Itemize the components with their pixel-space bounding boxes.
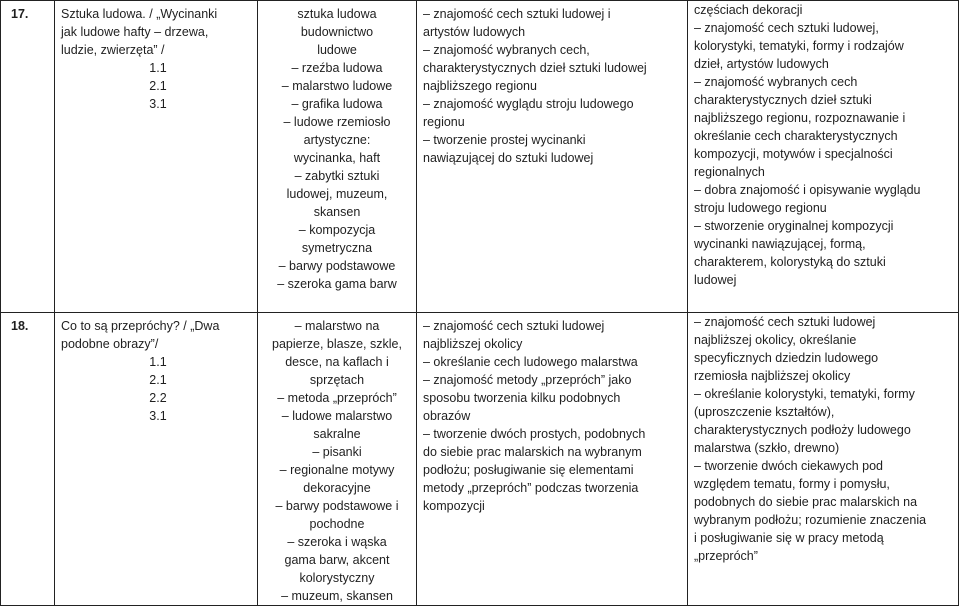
items-line: – regionalne motywy xyxy=(279,463,395,477)
items-line: ludowe xyxy=(317,43,357,57)
topic-cell xyxy=(55,1,258,313)
items-line: sztuka ludowa xyxy=(297,7,377,21)
extended-line: ludowej xyxy=(694,273,737,287)
topic-line: ludzie, zwierzęta” / xyxy=(61,43,165,57)
items-line: artystyczne: xyxy=(303,133,371,147)
items-line: – muzeum, skansen xyxy=(281,589,393,603)
items-line: – ludowe malarstwo xyxy=(281,409,393,423)
extended-line: – znajomość wybranych cech xyxy=(694,75,858,89)
topic-line: 3.1 xyxy=(149,409,167,423)
topic-line: 3.1 xyxy=(149,97,167,111)
items-line: – malarstwo ludowe xyxy=(281,79,393,93)
standard-line: sposobu tworzenia kilku podobnych xyxy=(423,391,621,405)
items-line: – grafika ludowa xyxy=(291,97,383,111)
items-line: kolorystyczny xyxy=(299,571,375,585)
standard-line: artystów ludowych xyxy=(423,25,526,39)
topic-line: 1.1 xyxy=(149,61,167,75)
extended-line: charakterystycznych podłoży ludowego xyxy=(694,423,911,437)
items-line: budownictwo xyxy=(300,25,374,39)
standard-line: nawiązującej do sztuki ludowej xyxy=(423,151,594,165)
extended-line: dzieł, artystów ludowych xyxy=(694,57,829,71)
standard-line: metody „przepróch” podczas tworzenia xyxy=(423,481,639,495)
extended-line: stroju ludowego regionu xyxy=(694,201,827,215)
standard-line: – znajomość cech sztuki ludowej i xyxy=(423,7,611,21)
standard-line: – tworzenie dwóch prostych, podobnych xyxy=(423,427,646,441)
items-line: – barwy podstawowe i xyxy=(275,499,399,513)
table-row xyxy=(1,1,959,313)
items-line: – kompozycja xyxy=(298,223,376,237)
extended-line: i posługiwanie się w pracy metodą xyxy=(694,531,884,545)
extended-line: rzemiosła najbliższej okolicy xyxy=(694,369,851,383)
items-line: – szeroka i wąska xyxy=(287,535,387,549)
extended-line: charakterem, kolorystyką do sztuki xyxy=(694,255,886,269)
extended-line: charakterystycznych dzieł sztuki xyxy=(694,93,872,107)
items-line: – ludowe rzemiosło xyxy=(283,115,391,129)
items-line: – zabytki sztuki xyxy=(294,169,380,183)
extended-line: częściach dekoracji xyxy=(694,3,803,17)
items-line: – szeroka gama barw xyxy=(277,277,397,291)
extended-line: „przepróch” xyxy=(694,549,758,563)
items-line: – rzeźba ludowa xyxy=(291,61,383,75)
standard-line: – tworzenie prostej wycinanki xyxy=(423,133,586,147)
standard-line: najbliższego regionu xyxy=(423,79,537,93)
lesson-number: 17. xyxy=(1,1,55,313)
extended-line: (uproszczenie kształtów), xyxy=(694,405,835,419)
topic-line: 2.2 xyxy=(149,391,167,405)
standard-line: najbliższej okolicy xyxy=(423,337,523,351)
extended-line: specyficznych dziedzin ludowego xyxy=(694,351,879,365)
topic-line: Sztuka ludowa. / „Wycinanki xyxy=(61,7,218,21)
standard-line: kompozycji xyxy=(423,499,485,513)
extended-line: – dobra znajomość i opisywanie wyglądu xyxy=(694,183,921,197)
items-line: – pisanki xyxy=(312,445,362,459)
topic-line: 1.1 xyxy=(149,355,167,369)
items-line: gama barw, akcent xyxy=(284,553,390,567)
extended-line: najbliższej okolicy, określanie xyxy=(694,333,857,347)
standard-line: podłożu; posługiwanie się elementami xyxy=(423,463,634,477)
items-line: symetryczna xyxy=(301,241,373,255)
items-line: ludowej, muzeum, xyxy=(286,187,388,201)
extended-line: – znajomość cech sztuki ludowej xyxy=(694,315,876,329)
topic-line: 2.1 xyxy=(149,373,167,387)
content-cell xyxy=(258,1,417,313)
items-line: sakralne xyxy=(313,427,361,441)
standard-line: – znajomość metody „przepróch” jako xyxy=(423,373,632,387)
extended-line: malarstwa (szkło, drewno) xyxy=(694,441,840,455)
lesson-number: 18. xyxy=(1,313,55,606)
standard-line: – określanie cech ludowego malarstwa xyxy=(423,355,638,369)
extended-line: kolorystyki, tematyki, formy i rodzajów xyxy=(694,39,904,53)
standard-line: do siebie prac malarskich na wybranym xyxy=(423,445,642,459)
extended-line: kompozycji, motywów i specjalności xyxy=(694,147,893,161)
content-cell xyxy=(258,313,417,606)
topic-line: Co to są przepróchy? / „Dwa xyxy=(61,319,220,333)
items-line: desce, na kaflach i xyxy=(285,355,389,369)
topic-cell xyxy=(55,313,258,606)
topic-line: jak ludowe hafty – drzewa, xyxy=(61,25,209,39)
extended-line: wybranym podłożu; rozumienie znaczenia xyxy=(694,513,927,527)
extended-line: – tworzenie dwóch ciekawych pod xyxy=(694,459,883,473)
extended-line: najbliższego regionu, rozpoznawanie i xyxy=(694,111,906,125)
items-line: dekoracyjne xyxy=(303,481,371,495)
table-row xyxy=(1,313,959,606)
topic-line: 2.1 xyxy=(149,79,167,93)
topic-line: podobne obrazy”/ xyxy=(61,337,159,351)
extended-line: określanie cech charakterystycznych xyxy=(694,129,898,143)
basic-requirements-cell xyxy=(417,313,688,606)
items-line: papierze, blasze, szkle, xyxy=(272,337,402,351)
extended-line: względem tematu, formy i pomysłu, xyxy=(694,477,890,491)
items-line: skansen xyxy=(313,205,361,219)
standard-line: – znajomość wybranych cech, xyxy=(423,43,590,57)
extended-requirements-cell xyxy=(688,1,959,313)
extended-line: – określanie kolorystyki, tematyki, formy xyxy=(694,387,915,401)
items-line: sprzętach xyxy=(309,373,365,387)
standard-line: obrazów xyxy=(423,409,471,423)
extended-line: – stworzenie oryginalnej kompozycji xyxy=(694,219,894,233)
standard-line: – znajomość wyglądu stroju ludowego xyxy=(423,97,634,111)
extended-line: – znajomość cech sztuki ludowej, xyxy=(694,21,879,35)
extended-requirements-cell xyxy=(688,313,959,606)
basic-requirements-cell xyxy=(417,1,688,313)
standard-line: regionu xyxy=(423,115,465,129)
items-line: pochodne xyxy=(309,517,365,531)
standard-line: – znajomość cech sztuki ludowej xyxy=(423,319,605,333)
standard-line: charakterystycznych dzieł sztuki ludowej xyxy=(423,61,647,75)
items-line: – malarstwo na xyxy=(294,319,380,333)
items-line: wycinanka, haft xyxy=(293,151,381,165)
items-line: – metoda „przepróch” xyxy=(277,391,397,405)
items-line: – barwy podstawowe xyxy=(278,259,396,273)
extended-line: wycinanki nawiązującej, formą, xyxy=(694,237,866,251)
extended-line: regionalnych xyxy=(694,165,765,179)
extended-line: podobnych do siebie prac malarskich na xyxy=(694,495,918,509)
